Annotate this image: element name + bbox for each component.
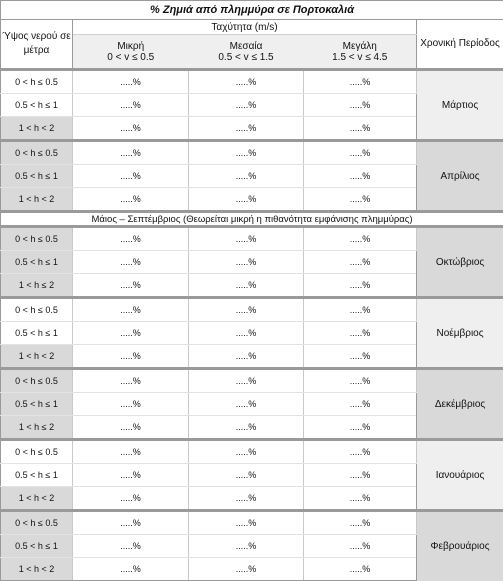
table-row [1, 298, 503, 322]
damage-value-cell[interactable]: .....% [304, 464, 417, 487]
damage-value-cell[interactable]: .....% [73, 535, 189, 558]
damage-value-cell[interactable]: .....% [304, 322, 417, 345]
table-row [1, 440, 503, 464]
height-range-cell: 0 < h ≤ 0.5 [1, 227, 73, 251]
speed-high-header: Μεγάλη 1.5 < v ≤ 4.5 [304, 35, 417, 70]
height-range-cell: 1 < h < 2 [1, 117, 73, 141]
damage-value-cell[interactable]: .....% [189, 558, 304, 581]
damage-value-cell[interactable]: .....% [73, 558, 189, 581]
damage-value-cell[interactable]: .....% [304, 141, 417, 165]
damage-value-cell[interactable]: .....% [73, 251, 189, 274]
damage-value-cell[interactable]: .....% [189, 188, 304, 212]
height-range-cell: 1 < h < 2 [1, 345, 73, 369]
damage-value-cell[interactable]: .....% [304, 535, 417, 558]
height-range-cell: 0.5 < h ≤ 1 [1, 535, 73, 558]
damage-value-cell[interactable]: .....% [189, 464, 304, 487]
month-cell: Φεβρουάριος [417, 511, 503, 581]
table-row [1, 369, 503, 393]
damage-value-cell[interactable]: .....% [304, 117, 417, 141]
damage-value-cell[interactable]: .....% [73, 188, 189, 212]
damage-value-cell[interactable]: .....% [189, 165, 304, 188]
height-range-cell: 1 < h < 2 [1, 487, 73, 511]
damage-value-cell[interactable]: .....% [189, 227, 304, 251]
damage-value-cell[interactable]: .....% [73, 227, 189, 251]
damage-value-cell[interactable]: .....% [189, 141, 304, 165]
damage-value-cell[interactable]: .....% [189, 322, 304, 345]
table-title: % Ζημιά από πλημμύρα σε Πορτοκαλιά [1, 1, 503, 20]
height-range-cell: 0.5 < h ≤ 1 [1, 393, 73, 416]
damage-value-cell[interactable]: .....% [73, 440, 189, 464]
damage-value-cell[interactable]: .....% [189, 535, 304, 558]
velocity-header: Ταχύτητα (m/s) [73, 20, 417, 35]
month-cell: Ιανουάριος [417, 440, 503, 511]
height-range-cell: 1 < h ≤ 2 [1, 274, 73, 298]
damage-value-cell[interactable]: .....% [189, 345, 304, 369]
damage-value-cell[interactable]: .....% [73, 511, 189, 535]
damage-value-cell[interactable]: .....% [304, 393, 417, 416]
middle-note: Μάιος – Σεπτέμβριος (Θεωρείται μικρή η πιθανότητα εμφάνισης πλημμύρας) [1, 212, 503, 227]
damage-value-cell[interactable]: .....% [304, 416, 417, 440]
month-cell: Νοέμβριος [417, 298, 503, 369]
month-cell: Δεκέμβριος [417, 369, 503, 440]
damage-value-cell[interactable]: .....% [304, 274, 417, 298]
month-cell: Μάρτιος [417, 70, 503, 141]
damage-value-cell[interactable]: .....% [73, 274, 189, 298]
damage-value-cell[interactable]: .....% [304, 487, 417, 511]
height-range-cell: 0.5 < h ≤ 1 [1, 464, 73, 487]
damage-value-cell[interactable]: .....% [189, 487, 304, 511]
damage-value-cell[interactable]: .....% [189, 511, 304, 535]
height-range-cell: 1 < h < 2 [1, 558, 73, 581]
damage-value-cell[interactable]: .....% [304, 251, 417, 274]
damage-value-cell[interactable]: .....% [189, 251, 304, 274]
damage-value-cell[interactable]: .....% [189, 440, 304, 464]
damage-value-cell[interactable]: .....% [73, 165, 189, 188]
damage-value-cell[interactable]: .....% [304, 298, 417, 322]
damage-value-cell[interactable]: .....% [304, 188, 417, 212]
speed-low-header: Μικρή 0 < v ≤ 0.5 [73, 35, 189, 70]
damage-value-cell[interactable]: .....% [73, 298, 189, 322]
damage-value-cell[interactable]: .....% [304, 511, 417, 535]
month-cell: Οκτώβριος [417, 227, 503, 298]
damage-value-cell[interactable]: .....% [304, 369, 417, 393]
damage-value-cell[interactable]: .....% [304, 94, 417, 117]
height-range-cell: 0 < h ≤ 0.5 [1, 141, 73, 165]
damage-value-cell[interactable]: .....% [189, 274, 304, 298]
height-range-cell: 0 < h ≤ 0.5 [1, 440, 73, 464]
damage-value-cell[interactable]: .....% [73, 487, 189, 511]
damage-value-cell[interactable]: .....% [73, 345, 189, 369]
height-range-cell: 1 < h < 2 [1, 188, 73, 212]
damage-value-cell[interactable]: .....% [189, 94, 304, 117]
speed-medium-header: Μεσαία 0.5 < v ≤ 1.5 [189, 35, 304, 70]
damage-value-cell[interactable]: .....% [73, 416, 189, 440]
table-row [1, 227, 503, 251]
damage-value-cell[interactable]: .....% [189, 117, 304, 141]
table-row [1, 141, 503, 165]
height-range-cell: 0 < h ≤ 0.5 [1, 70, 73, 94]
water-height-header: Ύψος νερού σε μέτρα [1, 20, 73, 70]
damage-value-cell[interactable]: .....% [73, 94, 189, 117]
height-range-cell: 0.5 < h ≤ 1 [1, 322, 73, 345]
damage-value-cell[interactable]: .....% [304, 558, 417, 581]
height-range-cell: 0.5 < h ≤ 1 [1, 94, 73, 117]
damage-value-cell[interactable]: .....% [189, 393, 304, 416]
damage-value-cell[interactable]: .....% [73, 117, 189, 141]
height-range-cell: 1 < h ≤ 2 [1, 416, 73, 440]
damage-value-cell[interactable]: .....% [304, 440, 417, 464]
damage-value-cell[interactable]: .....% [304, 227, 417, 251]
damage-value-cell[interactable]: .....% [189, 416, 304, 440]
height-range-cell: 0.5 < h ≤ 1 [1, 251, 73, 274]
damage-value-cell[interactable]: .....% [73, 369, 189, 393]
table-row [1, 511, 503, 535]
damage-value-cell[interactable]: .....% [73, 70, 189, 94]
damage-value-cell[interactable]: .....% [304, 345, 417, 369]
damage-value-cell[interactable]: .....% [73, 393, 189, 416]
height-range-cell: 0 < h ≤ 0.5 [1, 369, 73, 393]
month-cell: Απρίλιος [417, 141, 503, 212]
damage-value-cell[interactable]: .....% [73, 464, 189, 487]
damage-value-cell[interactable]: .....% [304, 165, 417, 188]
period-header: Χρονική Περίοδος [417, 20, 503, 70]
height-range-cell: 0 < h ≤ 0.5 [1, 298, 73, 322]
table-row [1, 70, 503, 94]
damage-value-cell[interactable]: .....% [73, 322, 189, 345]
damage-value-cell[interactable]: .....% [189, 369, 304, 393]
damage-value-cell[interactable]: .....% [304, 70, 417, 94]
damage-value-cell[interactable]: .....% [189, 298, 304, 322]
damage-value-cell[interactable]: .....% [73, 141, 189, 165]
damage-value-cell[interactable]: .....% [189, 70, 304, 94]
height-range-cell: 0.5 < h ≤ 1 [1, 165, 73, 188]
height-range-cell: 0 < h ≤ 0.5 [1, 511, 73, 535]
